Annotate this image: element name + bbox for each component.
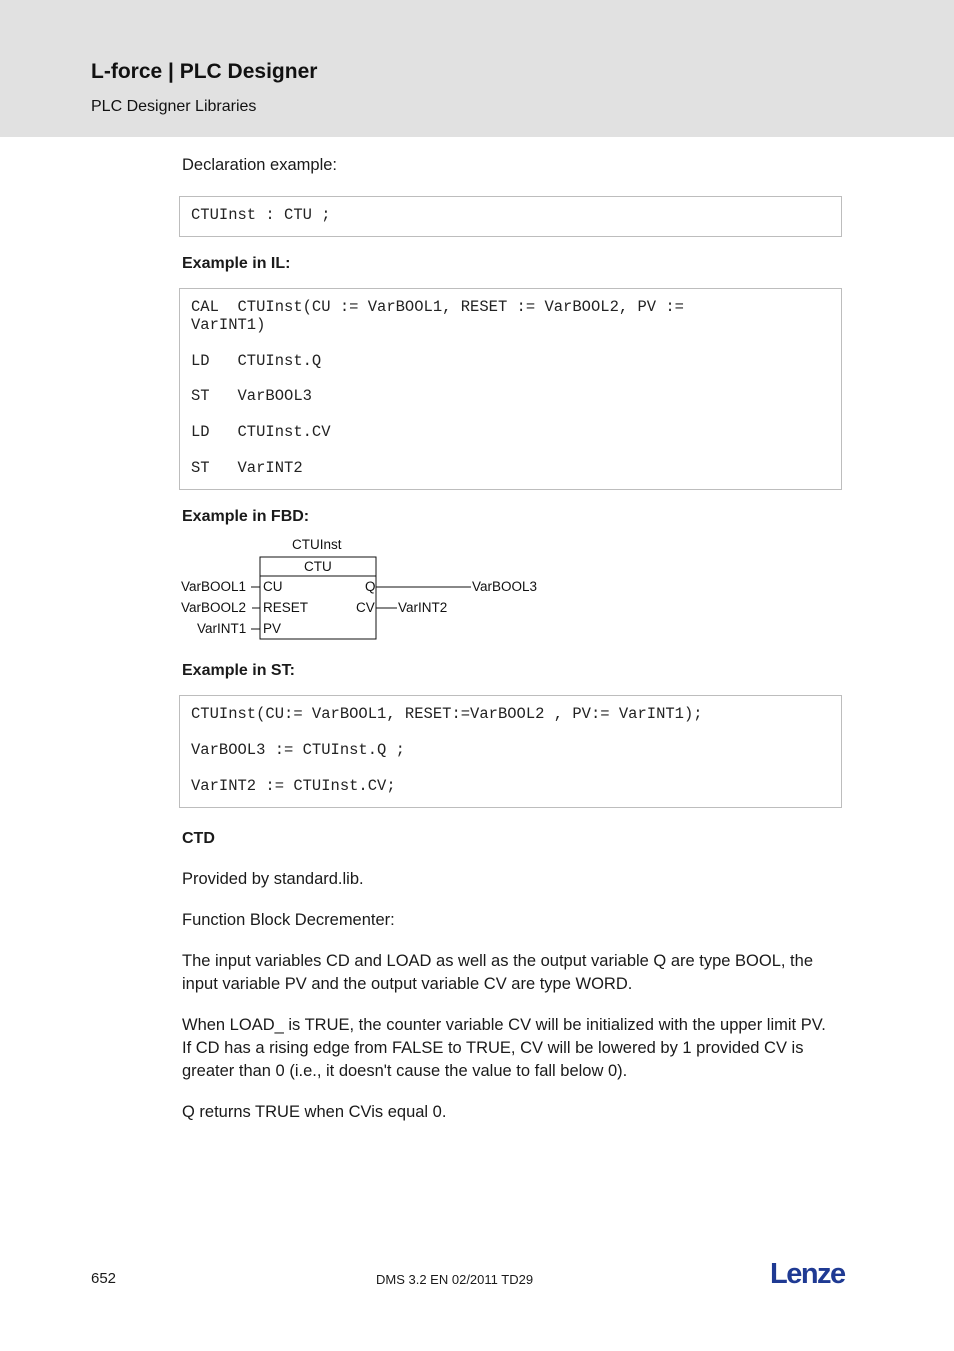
fbd-instance-name: CTUInst [292,537,342,552]
document-title: L-force | PLC Designer [91,60,318,83]
fbd-input-var: VarBOOL1 [181,579,247,594]
document-subtitle: PLC Designer Libraries [91,98,257,115]
st-heading: Example in ST: [182,662,295,679]
il-code-box [179,288,842,490]
code-line: CTUInst : CTU ; [191,206,331,224]
code-line: ST VarINT2 [191,459,303,477]
ctd-heading: CTD [182,830,215,847]
paragraph: Provided by standard.lib. [182,870,364,888]
code-line: LD CTUInst.Q [191,352,322,370]
declaration-code-box [179,196,842,237]
code-line: VarINT1) [191,316,266,334]
fbd-diagram [178,536,558,644]
fbd-output-var: VarBOOL3 [472,579,538,594]
fbd-input-pin: CU [263,579,283,594]
fbd-input-var: VarINT1 [197,621,247,636]
fbd-input-var: VarBOOL2 [181,600,247,615]
fbd-output-var: VarINT2 [398,600,448,615]
fbd-output-pin: Q [365,579,376,594]
document-id: DMS 3.2 EN 02/2011 TD29 [376,1272,534,1287]
code-line: VarINT2 := CTUInst.CV; [191,777,396,795]
il-heading: Example in IL: [182,255,291,272]
page-number: 652 [91,1270,117,1287]
fbd-input-pin: PV [263,621,282,636]
paragraph: Q returns TRUE when CVis equal 0. [182,1103,447,1121]
paragraph: The input variables CD and LOAD as well as the output variable Q are type BOOL, the input variable PV and the output variable CV are type WORD. [182,952,813,993]
fbd-heading: Example in FBD: [182,508,310,525]
code-line: CAL CTUInst(CU := VarBOOL1, RESET := VarBOOL2, PV := [191,298,684,316]
lenze-logo [770,1257,852,1289]
fbd-block-type: CTU [304,559,332,574]
fbd-input-pin: RESET [263,600,309,615]
svg-text:Lenze: Lenze [770,1258,845,1289]
paragraph: Function Block Decrementer: [182,911,395,929]
page-header [0,0,954,137]
code-line: CTUInst(CU:= VarBOOL1, RESET:=VarBOOL2 , PV:= VarINT1); [191,705,703,723]
paragraph: When LOAD_ is TRUE, the counter variable CV will be initialized with the upper limit PV. If CD has a rising edge from FALSE to TRUE, CV will be lowered by 1 provided CV is greater than 0 (i.e., it doesn't cause the value to fall below 0). [182,1016,826,1080]
st-code-box [179,695,842,808]
code-line: LD CTUInst.CV [191,423,331,441]
fbd-output-pin: CV [356,600,375,615]
declaration-label: Declaration example: [182,156,337,174]
code-line: ST VarBOOL3 [191,387,312,405]
code-line: VarBOOL3 := CTUInst.Q ; [191,741,405,759]
